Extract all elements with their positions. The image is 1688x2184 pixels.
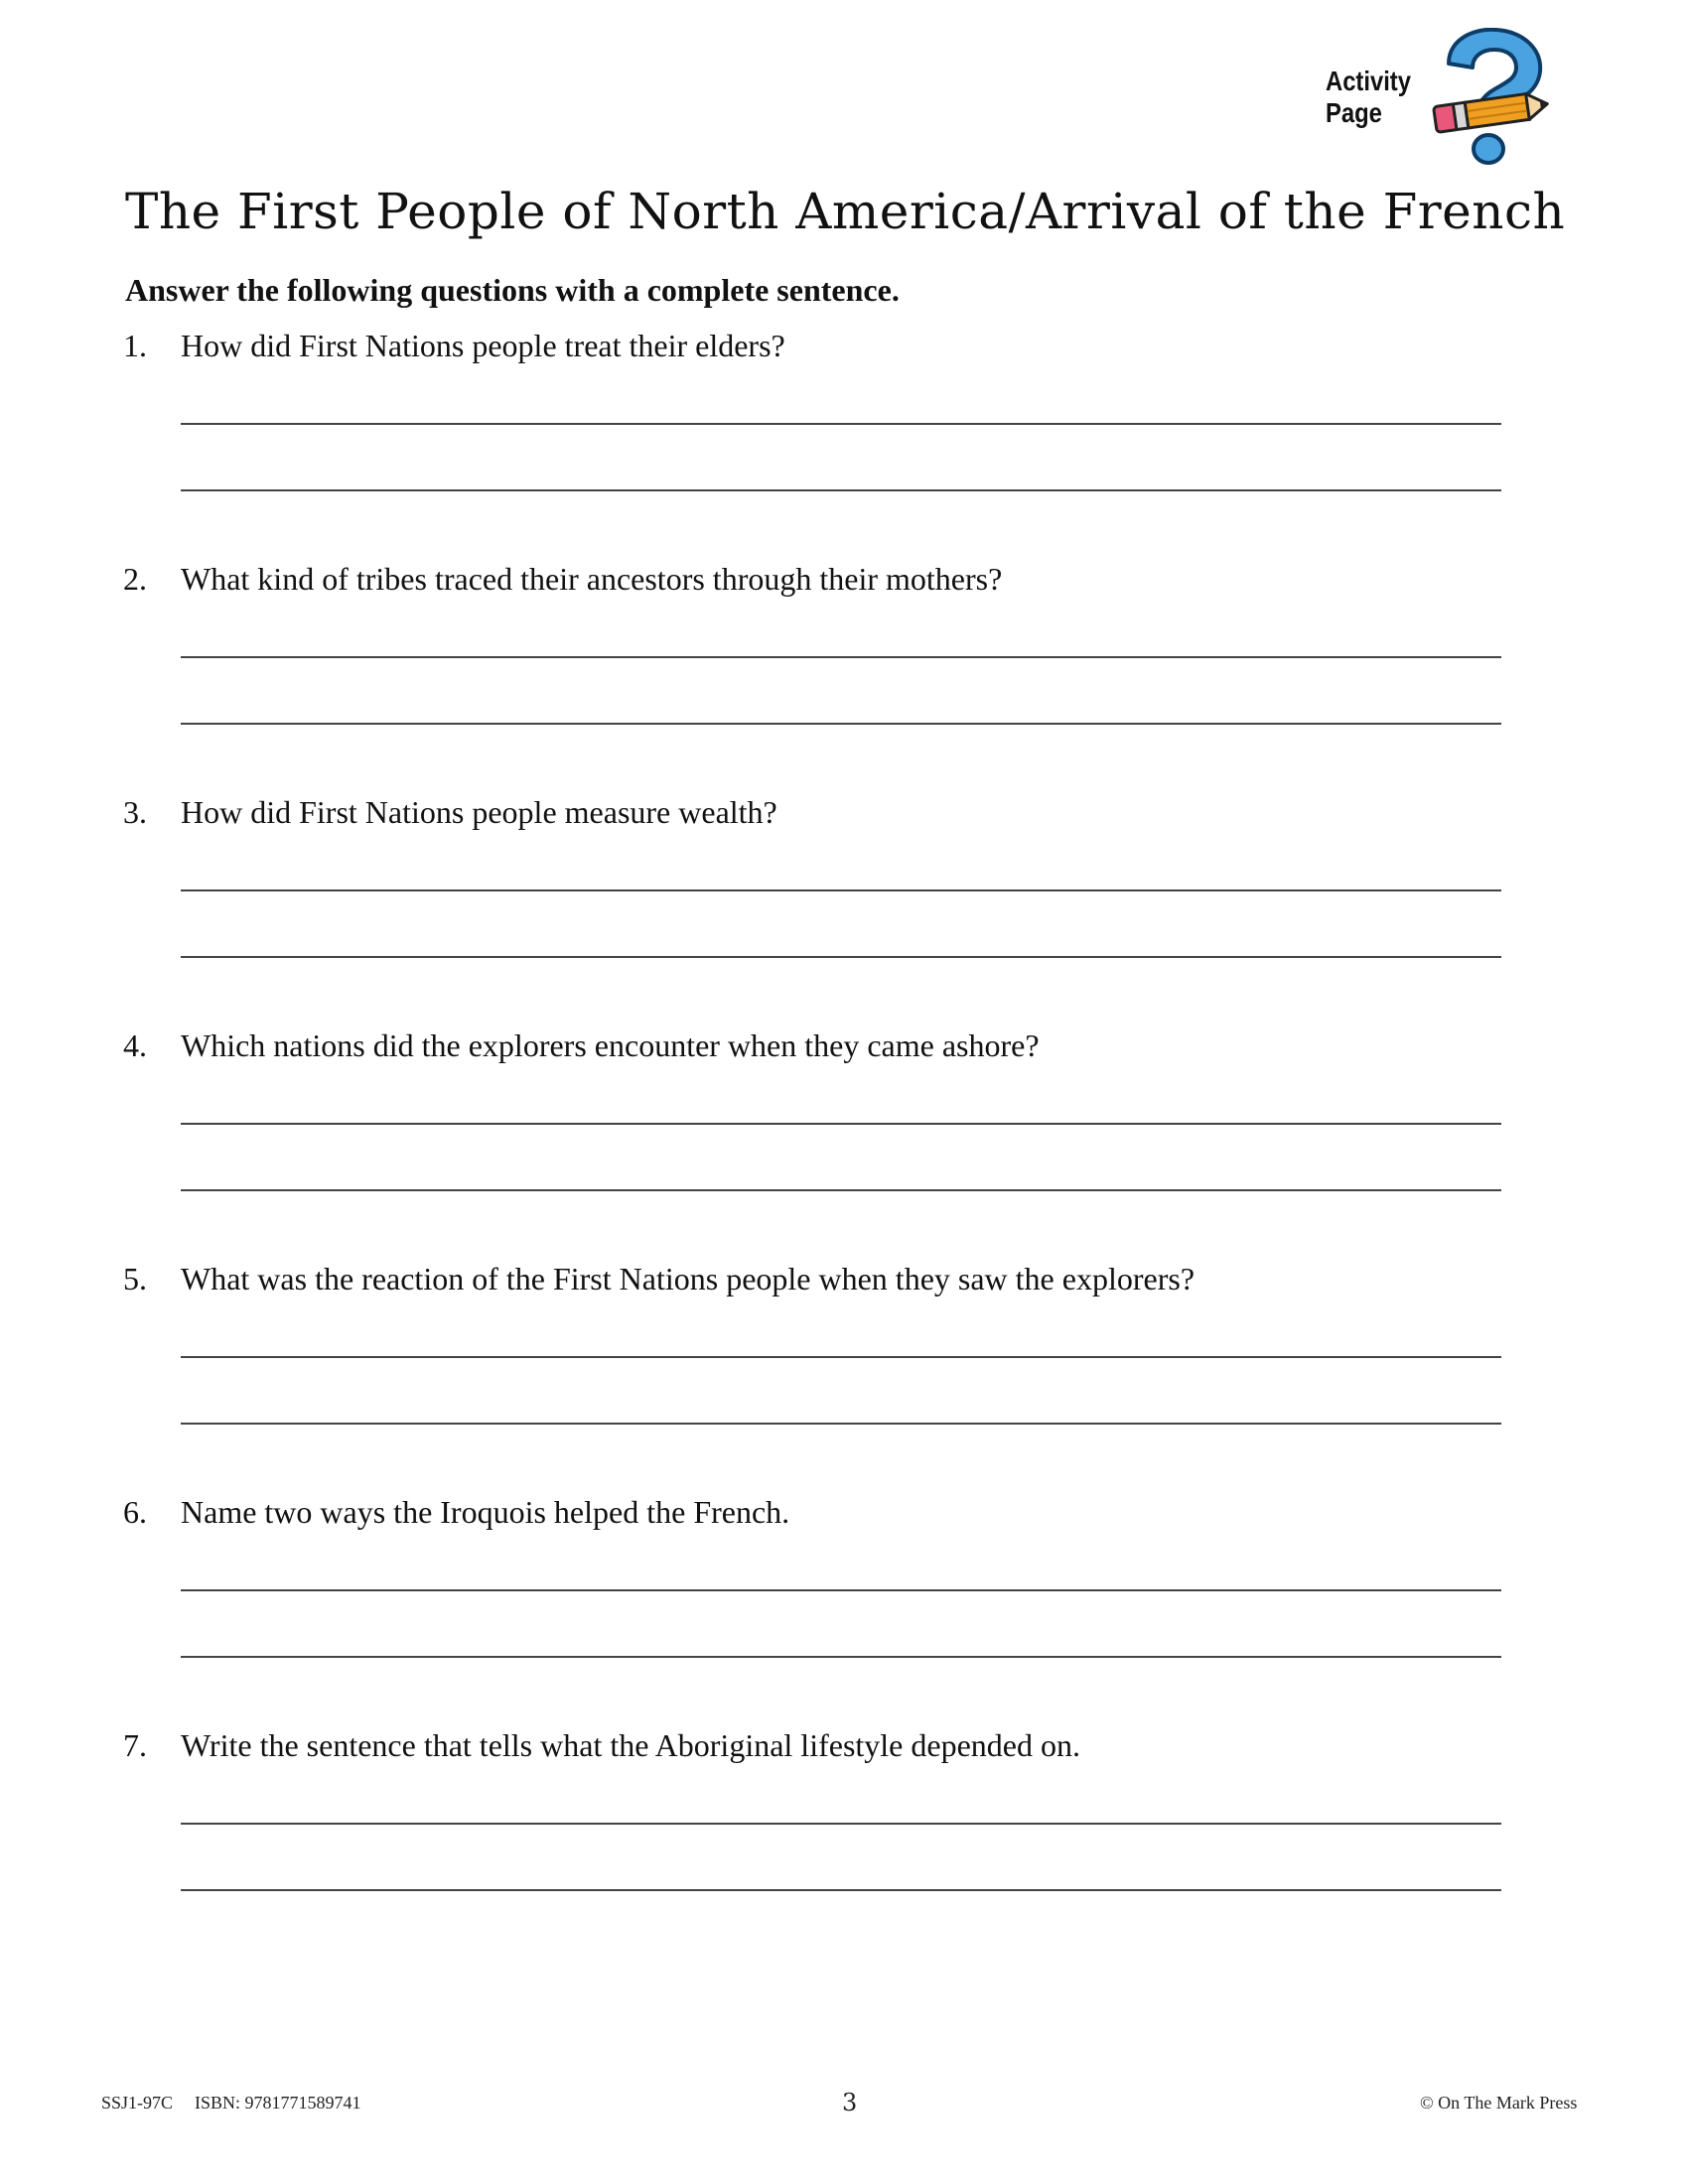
question-text: Write the sentence that tells what the Aboriginal lifestyle depended on. [181, 1727, 1080, 1763]
page-title: The First People of North America/Arrival of the French [125, 183, 1566, 240]
question-number: 6. [123, 1494, 147, 1530]
question-number: 3. [123, 794, 147, 830]
instructions: Answer the following questions with a complete sentence. [125, 272, 900, 308]
badge-label [1326, 66, 1411, 129]
footer-copyright: © On The Mark Press [1420, 2093, 1578, 2113]
question-3 [123, 792, 1503, 991]
question-text: How did First Nations people treat their elders? [181, 328, 785, 363]
question-number: 5. [123, 1261, 147, 1297]
answer-line[interactable] [181, 1823, 1501, 1825]
question-4 [123, 1025, 1503, 1224]
answer-line[interactable] [181, 1423, 1501, 1425]
footer-publication-info [101, 2091, 361, 2115]
footer-code: SSJ1-97C [101, 2093, 174, 2113]
answer-line[interactable] [181, 1589, 1501, 1591]
question-text: Name two ways the Iroquois helped the French. [181, 1494, 790, 1530]
badge-line-activity: Activity [1326, 66, 1411, 96]
answer-line[interactable] [181, 489, 1501, 491]
answer-line[interactable] [181, 1189, 1501, 1191]
question-2 [123, 559, 1503, 757]
answer-line[interactable] [181, 889, 1501, 891]
question-7 [123, 1725, 1503, 1924]
answer-line[interactable] [181, 656, 1501, 658]
question-mark-pencil-icon [1429, 28, 1554, 167]
page-number: 3 [842, 2089, 858, 2116]
question-text: How did First Nations people measure wealth? [181, 794, 777, 830]
question-text: What kind of tribes traced their ancestors through their mothers? [181, 561, 1003, 597]
question-number: 7. [123, 1727, 147, 1763]
answer-line[interactable] [181, 1356, 1501, 1358]
question-text: What was the reaction of the First Nations people when they saw the explorers? [181, 1261, 1196, 1297]
answer-line[interactable] [181, 723, 1501, 725]
question-5 [123, 1259, 1503, 1457]
answer-line[interactable] [181, 423, 1501, 425]
question-number: 1. [123, 328, 147, 363]
question-1 [123, 326, 1503, 524]
answer-line[interactable] [181, 1123, 1501, 1125]
question-6 [123, 1492, 1503, 1691]
badge-line-page: Page [1326, 97, 1382, 128]
question-number: 2. [123, 561, 147, 597]
question-number: 4. [123, 1027, 147, 1063]
answer-line[interactable] [181, 1656, 1501, 1658]
activity-page-badge [1326, 28, 1554, 167]
question-text: Which nations did the explorers encounter when they came ashore? [181, 1027, 1040, 1063]
footer-isbn: ISBN: 9781771589741 [195, 2093, 361, 2113]
answer-line[interactable] [181, 956, 1501, 958]
answer-line[interactable] [181, 1889, 1501, 1891]
